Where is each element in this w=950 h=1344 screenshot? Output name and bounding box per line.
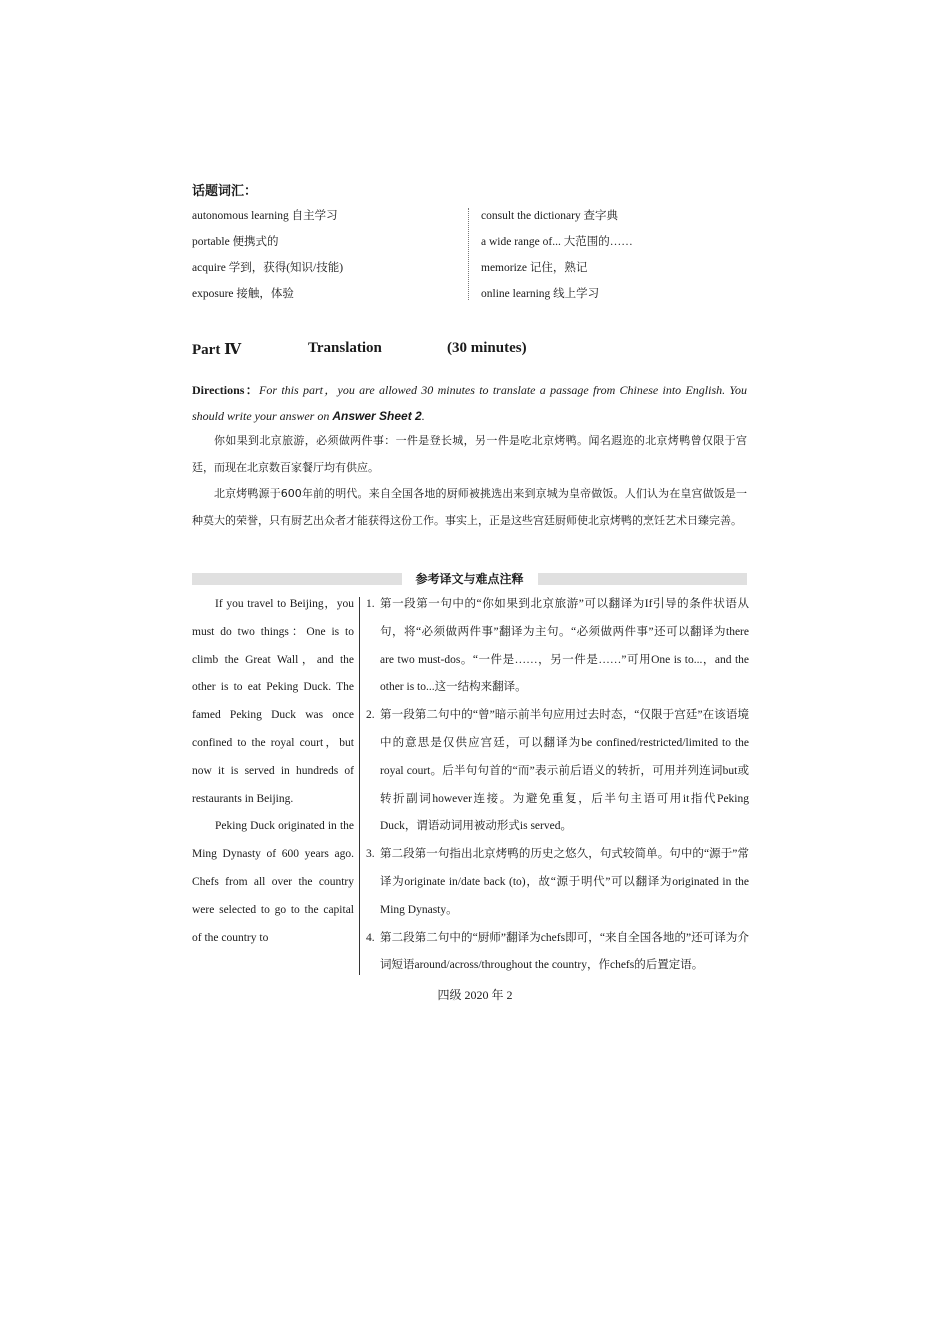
page-footer: 四级 2020 年 2 — [437, 988, 513, 1002]
note-item — [366, 591, 749, 702]
translation-paragraph: If you travel to Beijing，you must do two things：One is to climb the Great Wall，and the other is to eat Peking Duck. The famed Peking Duck was once confined to the royal court，but now it is served in hundreds of restaurants in Beijing. — [192, 598, 354, 805]
passage-paragraph: 你如果到北京旅游，必须做两件事：一件是登长城，另一件是吃北京烤鸭。闻名遐迩的北京烤鸭曾仅限于宫廷，而现在北京数百家餐厅均有供应。 — [192, 434, 747, 474]
vocabulary-item: online learning 线上学习 — [481, 288, 600, 300]
vocabulary-item: portable 便携式的 — [192, 236, 279, 248]
translation-paragraph: Peking Duck originated in the Ming Dynasty of 600 years ago. Chefs from all over the country were selected to go to the capital of the country to — [192, 820, 354, 944]
directions — [192, 377, 747, 429]
notes-column — [366, 591, 749, 980]
note-number: 1. — [366, 598, 375, 610]
directions-text: For this part，you are allowed 30 minutes to translate a passage from Chinese into English. You should write your answer on — [192, 383, 748, 423]
vocabulary-title: 话题词汇： — [192, 184, 258, 199]
directions-label: Directions： — [192, 383, 260, 397]
note-number: 2. — [366, 709, 375, 722]
vocabulary-item: autonomous learning 自主学习 — [192, 210, 338, 222]
vocabulary-item: exposure 接触，体验 — [192, 288, 294, 300]
note-text: 第一段第一句中的“你如果到北京旅游”可以翻译为If引导的条件状语从句，将“必须做两件事”翻译为主句。“必须做两件事”还可以翻译为there are two must-dos。“一件是……，另一件是……”可用One is to...，and the other is to...这一结构来翻译。 — [380, 598, 749, 694]
note-item — [366, 841, 749, 924]
chinese-passage — [192, 428, 747, 534]
section-title: 参考译文与难点注释 — [402, 570, 538, 588]
note-number: 4. — [366, 931, 375, 944]
note-number: 3. — [366, 848, 375, 861]
passage-paragraph: 北京烤鸭源于600年前的明代。来自全国各地的厨师被挑选出来到京城为皇帝做饭。人们认为在皇宫做饭是一种莫大的荣誉，只有厨艺出众者才能获得这份工作。事实上，正是这些宫廷厨师使北京烤鸭的烹饪艺术日臻完善。 — [192, 487, 747, 527]
directions-end: . — [421, 409, 425, 423]
vocabulary-item: a wide range of... 大范围的…… — [481, 236, 633, 248]
vocabulary-item: acquire 学到，获得(知识/技能) — [192, 262, 344, 274]
vocabulary-item: consult the dictionary 查字典 — [481, 210, 619, 222]
vocabulary-divider — [468, 208, 469, 300]
note-text: 第二段第一句指出北京烤鸭的历史之悠久，句式较简单。句中的“源于”常译为originate in/date back (to)，故“源于明代”可以翻译为originated in the Ming Dynasty。 — [380, 848, 749, 916]
vocabulary-item: memorize 记住，熟记 — [481, 262, 588, 274]
note-text: 第一段第二句中的“曾”暗示前半句应用过去时态，“仅限于宫廷”在该语境中的意思是仅供应宫廷，可以翻译为be confined/restricted/limited to the royal court。后半句句首的“而”表示前后语义的转折，可用并列连词but或转折副词however连接。为避免重复，后半句主语可用it指代Peking Duck，谓语动词用被动形式is served。 — [380, 709, 749, 833]
note-item — [366, 702, 749, 841]
column-divider — [359, 597, 360, 975]
part-time: (30 minutes) — [447, 340, 527, 356]
vocabulary-right-column — [481, 203, 761, 307]
translation-column — [192, 591, 354, 952]
note-text: 第二段第二句中的“厨师”翻译为chefs即可，“来自全国各地的”还可译为介词短语around/across/throughout the country，作chefs的后置定语。 — [380, 931, 749, 972]
part-name: Translation — [308, 340, 382, 356]
answer-sheet-ref: Answer Sheet 2 — [332, 409, 422, 423]
section-header-bar — [192, 573, 747, 585]
note-item — [366, 925, 749, 981]
part-label: Part Ⅳ — [192, 342, 242, 358]
vocabulary-left-column — [192, 203, 462, 307]
